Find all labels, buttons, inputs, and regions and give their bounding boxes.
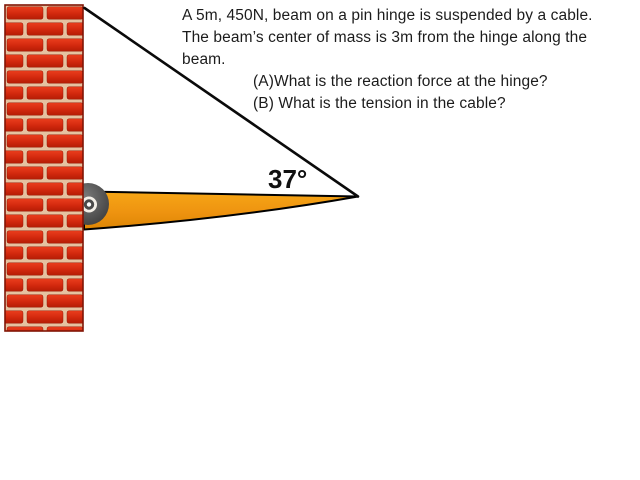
beam [84,192,358,230]
question-a: (A)What is the reaction force at the hinge? [253,73,548,90]
angle-label: 37° [268,164,308,194]
hinge-pin-center [87,202,91,206]
brick-wall [5,5,83,331]
problem-statement-line-2: The beam’s center of mass is 3m from the hinge along the [182,29,588,46]
question-b: (B) What is the tension in the cable? [253,95,506,112]
problem-statement-line-1: A 5m, 450N, beam on a pin hinge is suspended by a cable. [182,7,593,24]
problem-statement-line-3: beam. [182,51,226,68]
problem-text [182,5,640,115]
